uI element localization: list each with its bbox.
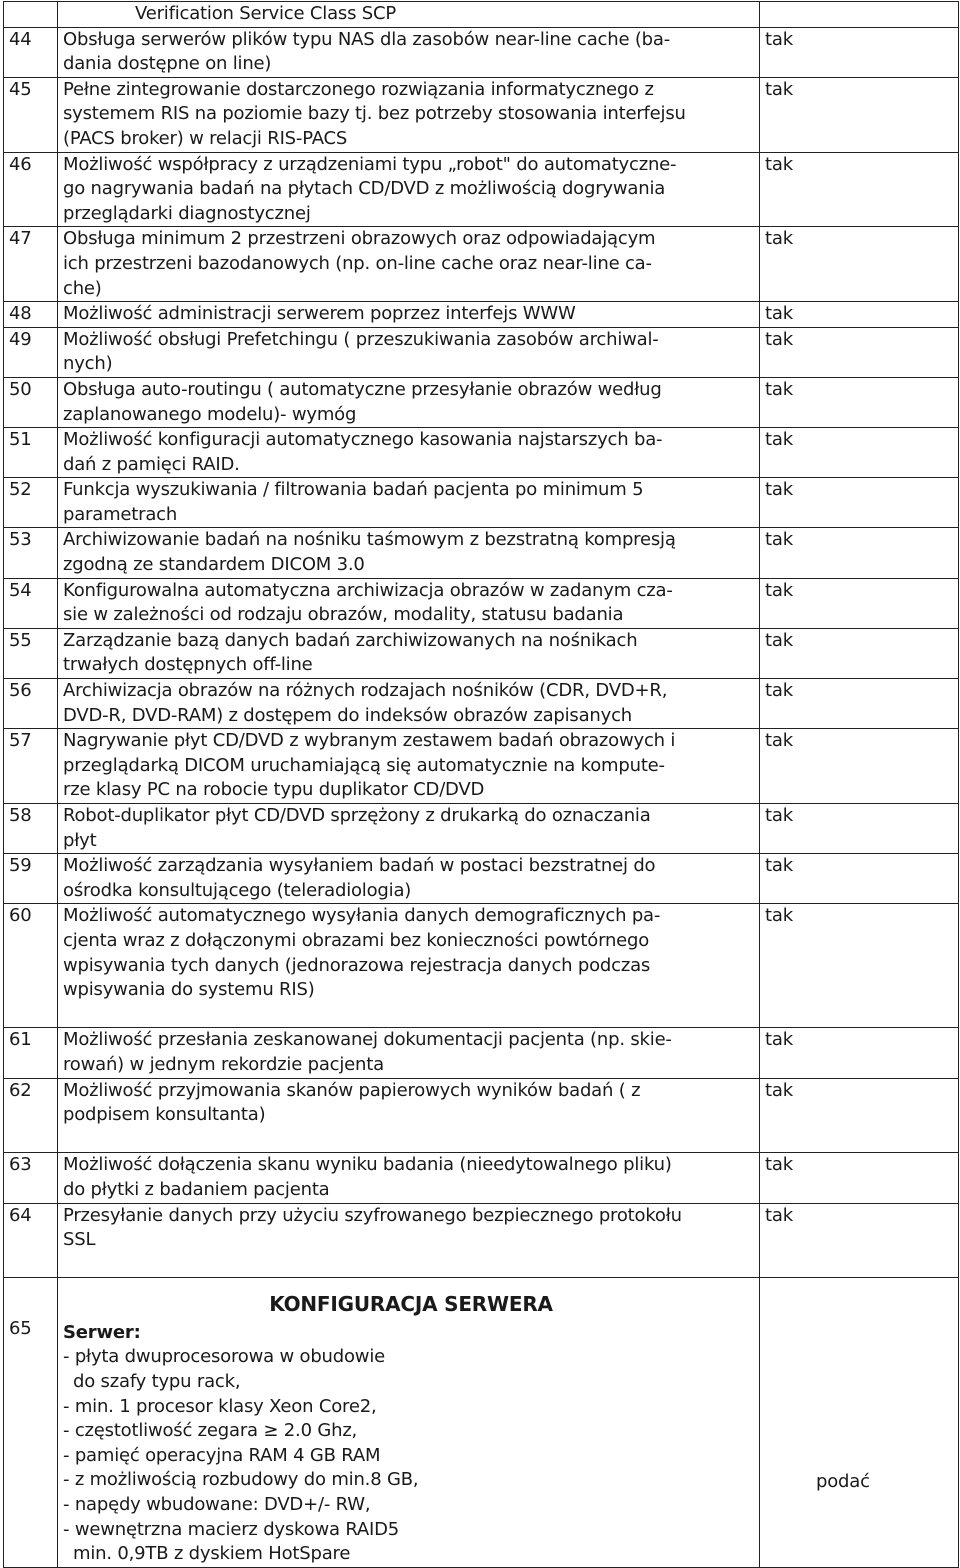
table-row: [4, 478, 959, 528]
row-number: 59: [4, 854, 58, 904]
row-description: [58, 227, 760, 302]
row-number: 50: [4, 377, 58, 427]
description-line: ich przestrzeni bazodanowych (np. on-line cache oraz near-line ca-: [63, 252, 652, 274]
row-number: 53: [4, 528, 58, 578]
table-row: [4, 578, 959, 628]
row-number: 44: [4, 27, 58, 77]
row-value: tak: [760, 1203, 959, 1278]
description-line: dania dostępne on line): [63, 53, 272, 75]
row-value: tak: [760, 904, 959, 1028]
row-description: [58, 804, 760, 854]
row-value: tak: [760, 628, 959, 678]
description-line: parametrach: [63, 503, 178, 525]
description-line: przeglądarką DICOM uruchamiającą się automatycznie na kompute-: [63, 754, 665, 776]
row-description: [58, 327, 760, 377]
row-value: tak: [760, 1028, 959, 1078]
row-number: 56: [4, 679, 58, 729]
description-line: wpisywania tych danych (jednorazowa rejestracja danych podczas: [63, 954, 651, 976]
row-number: 51: [4, 428, 58, 478]
table-row: [4, 628, 959, 678]
row-number: 52: [4, 478, 58, 528]
row-value: tak: [760, 729, 959, 804]
row-description: [58, 478, 760, 528]
row-value: tak: [760, 428, 959, 478]
row-description: [58, 679, 760, 729]
table-row: [4, 528, 959, 578]
row-number: 63: [4, 1153, 58, 1203]
table-row: [4, 854, 959, 904]
row-number: 64: [4, 1203, 58, 1278]
description-line: ośrodka konsultującego (teleradiologia): [63, 879, 412, 901]
server-label: Serwer:: [63, 1321, 141, 1343]
table-row: [4, 27, 959, 77]
description-line: DVD-R, DVD-RAM) z dostępem do indeksów obrazów zapisanych: [63, 704, 632, 726]
row-value: tak: [760, 377, 959, 427]
row-value: tak: [760, 1078, 959, 1153]
server-spec-line: - wewnętrzna macierz dyskowa RAID5: [63, 1518, 400, 1540]
row-description: [58, 27, 760, 77]
server-spec-line: - min. 1 procesor klasy Xeon Core2,: [63, 1395, 377, 1417]
row-description: [58, 1028, 760, 1078]
description-line: rowań) w jednym rekordzie pacjenta: [63, 1053, 384, 1075]
table-row: [4, 152, 959, 227]
row-value: tak: [760, 152, 959, 227]
description-line: przeglądarki diagnostycznej: [63, 202, 311, 224]
row-value: tak: [760, 478, 959, 528]
row-number: 65: [4, 1278, 58, 1568]
description-line: Funkcja wyszukiwania / filtrowania badań pacjenta po minimum 5: [63, 479, 644, 501]
description-line: dań z pamięci RAID.: [63, 453, 240, 475]
description-line: podpisem konsultanta): [63, 1104, 266, 1126]
description-line: Konfigurowalna automatyczna archiwizacja obrazów w zadanym cza-: [63, 579, 673, 601]
row-description: [58, 729, 760, 804]
row-number: 57: [4, 729, 58, 804]
description-line: Zarządzanie bazą danych badań zarchiwizowanych na nośnikach: [63, 629, 638, 651]
row-value: tak: [760, 854, 959, 904]
description-line: Robot-duplikator płyt CD/DVD sprzężony z drukarką do oznaczania: [63, 805, 651, 826]
row-description: [58, 578, 760, 628]
row-description: [58, 854, 760, 904]
description-line: Możliwość konfiguracji automatycznego kasowania najstarszych ba-: [63, 429, 663, 451]
row-value: tak: [760, 578, 959, 628]
description-line: Pełne zintegrowanie dostarczonego rozwiązania informatycznego z: [63, 78, 654, 100]
row-description: [58, 1078, 760, 1153]
row-number: 45: [4, 77, 58, 152]
description-line: Możliwość przyjmowania skanów papierowych wyników badań ( z: [63, 1079, 641, 1101]
section-title: KONFIGURACJA SERWERA: [269, 1292, 553, 1317]
description-line: Możliwość przesłania zeskanowanej dokumentacji pacjenta (np. skie-: [63, 1029, 672, 1051]
description-line: systemem RIS na poziomie bazy tj. bez potrzeby stosowania interfejsu: [63, 103, 686, 125]
row-value: tak: [760, 1153, 959, 1203]
header-text: Verification Service Class SCP: [135, 3, 397, 24]
row-description: [58, 428, 760, 478]
description-line: sie w zależności od rodzaju obrazów, modality, statusu badania: [63, 604, 624, 626]
row-value: tak: [760, 679, 959, 729]
row-number: 49: [4, 327, 58, 377]
header-desc-cell: [58, 2, 760, 28]
server-spec-line: - z możliwością rozbudowy do min.8 GB,: [63, 1469, 419, 1491]
description-line: Możliwość automatycznego wysyłania danych demograficznych pa-: [63, 905, 661, 927]
table-row: [4, 804, 959, 854]
description-line: do płytki z badaniem pacjenta: [63, 1178, 330, 1200]
description-line: Obsługa serwerów plików typu NAS dla zasobów near-line cache (ba-: [63, 28, 671, 50]
table-row: [4, 1153, 959, 1203]
description-line: SSL: [63, 1229, 96, 1251]
row-number: 62: [4, 1078, 58, 1153]
description-line: rze klasy PC na robocie typu duplikator CD/DVD: [63, 779, 485, 801]
description-line: Możliwość dołączenia skanu wyniku badania (nieedytowalnego pliku): [63, 1154, 672, 1176]
description-line: [63, 1128, 759, 1153]
row-number: 54: [4, 578, 58, 628]
description-line: Obsługa minimum 2 przestrzeni obrazowych oraz odpowiadającym: [63, 228, 656, 250]
table-row: [4, 327, 959, 377]
requirements-table-body: [4, 2, 959, 1568]
table-row: [4, 1203, 959, 1278]
row-value: tak: [760, 804, 959, 854]
row-number: 61: [4, 1028, 58, 1078]
description-line: (PACS broker) w relacji RIS-PACS: [63, 127, 348, 149]
description-line: go nagrywania badań na płytach CD/DVD z możliwością dogrywania: [63, 178, 666, 200]
table-row: [4, 377, 959, 427]
table-row: [4, 302, 959, 328]
row-number: 48: [4, 302, 58, 328]
description-line: Przesyłanie danych przy użyciu szyfrowanego bezpiecznego protokołu: [63, 1204, 682, 1226]
description-line: Możliwość zarządzania wysyłaniem badań w postaci bezstratnej do: [63, 855, 656, 877]
description-line: wpisywania do systemu RIS): [63, 979, 315, 1001]
description-line: [63, 1253, 759, 1278]
row-description: [58, 77, 760, 152]
server-spec-line: min. 0,9TB z dyskiem HotSpare: [73, 1543, 351, 1565]
description-line: zgodną ze standardem DICOM 3.0: [63, 554, 365, 576]
row-number: 55: [4, 628, 58, 678]
row-description: [58, 904, 760, 1028]
description-line: Archiwizacja obrazów na różnych rodzajach nośników (CDR, DVD+R,: [63, 680, 668, 702]
row-description: [58, 302, 760, 328]
server-config-description: [58, 1278, 760, 1568]
table-row: [4, 227, 959, 302]
row-value: tak: [760, 227, 959, 302]
table-row: [4, 1028, 959, 1078]
table-row: [4, 679, 959, 729]
server-spec-line: - płyta dwuprocesorowa w obudowie: [63, 1346, 385, 1368]
row-number: 46: [4, 152, 58, 227]
description-line: trwałych dostępnych off-line: [63, 654, 313, 676]
description-line: zaplanowanego modelu)- wymóg: [63, 403, 357, 425]
row-value: tak: [760, 528, 959, 578]
row-description: [58, 377, 760, 427]
table-header-row: [4, 2, 959, 28]
server-config-value: podać: [760, 1278, 959, 1568]
row-number: 60: [4, 904, 58, 1028]
description-line: Możliwość obsługi Prefetchingu ( przeszukiwania zasobów archiwal-: [63, 328, 659, 350]
table-row: [4, 428, 959, 478]
description-line: Obsługa auto-routingu ( automatyczne przesyłanie obrazów według: [63, 378, 662, 400]
description-line: Możliwość administracji serwerem poprzez interfejs WWW: [63, 303, 576, 325]
description-line: che): [63, 277, 102, 299]
description-line: Możliwość współpracy z urządzeniami typu „robot" do automatyczne-: [63, 153, 677, 175]
description-line: Archiwizowanie badań na nośniku taśmowym z bezstratną kompresją: [63, 529, 676, 551]
server-config-row: [4, 1278, 959, 1568]
row-description: [58, 628, 760, 678]
row-description: [58, 1153, 760, 1203]
table-row: [4, 77, 959, 152]
server-spec-line: - częstotliwość zegara ≥ 2.0 Ghz,: [63, 1420, 358, 1442]
row-value: tak: [760, 327, 959, 377]
description-line: nych): [63, 353, 113, 375]
table-row: [4, 729, 959, 804]
row-value: tak: [760, 27, 959, 77]
row-description: [58, 152, 760, 227]
description-line: cjenta wraz z dołączonymi obrazami bez konieczności powtórnego: [63, 929, 650, 951]
description-line: Nagrywanie płyt CD/DVD z wybranym zestawem badań obrazowych i: [63, 730, 676, 752]
header-num-cell: [4, 2, 58, 28]
description-line: [63, 1003, 759, 1028]
row-value: tak: [760, 77, 959, 152]
server-spec-line: do szafy typu rack,: [73, 1371, 241, 1393]
requirements-table: [3, 1, 959, 1568]
server-spec-line: - napędy wbudowane: DVD+/- RW,: [63, 1494, 371, 1516]
row-number: 47: [4, 227, 58, 302]
row-description: [58, 528, 760, 578]
row-number: 58: [4, 804, 58, 854]
row-value: tak: [760, 302, 959, 328]
table-row: [4, 904, 959, 1028]
row-description: [58, 1203, 760, 1278]
server-spec-line: - pamięć operacyjna RAM 4 GB RAM: [63, 1444, 381, 1466]
table-row: [4, 1078, 959, 1153]
description-line: płyt: [63, 829, 97, 851]
header-val-cell: [760, 2, 959, 28]
